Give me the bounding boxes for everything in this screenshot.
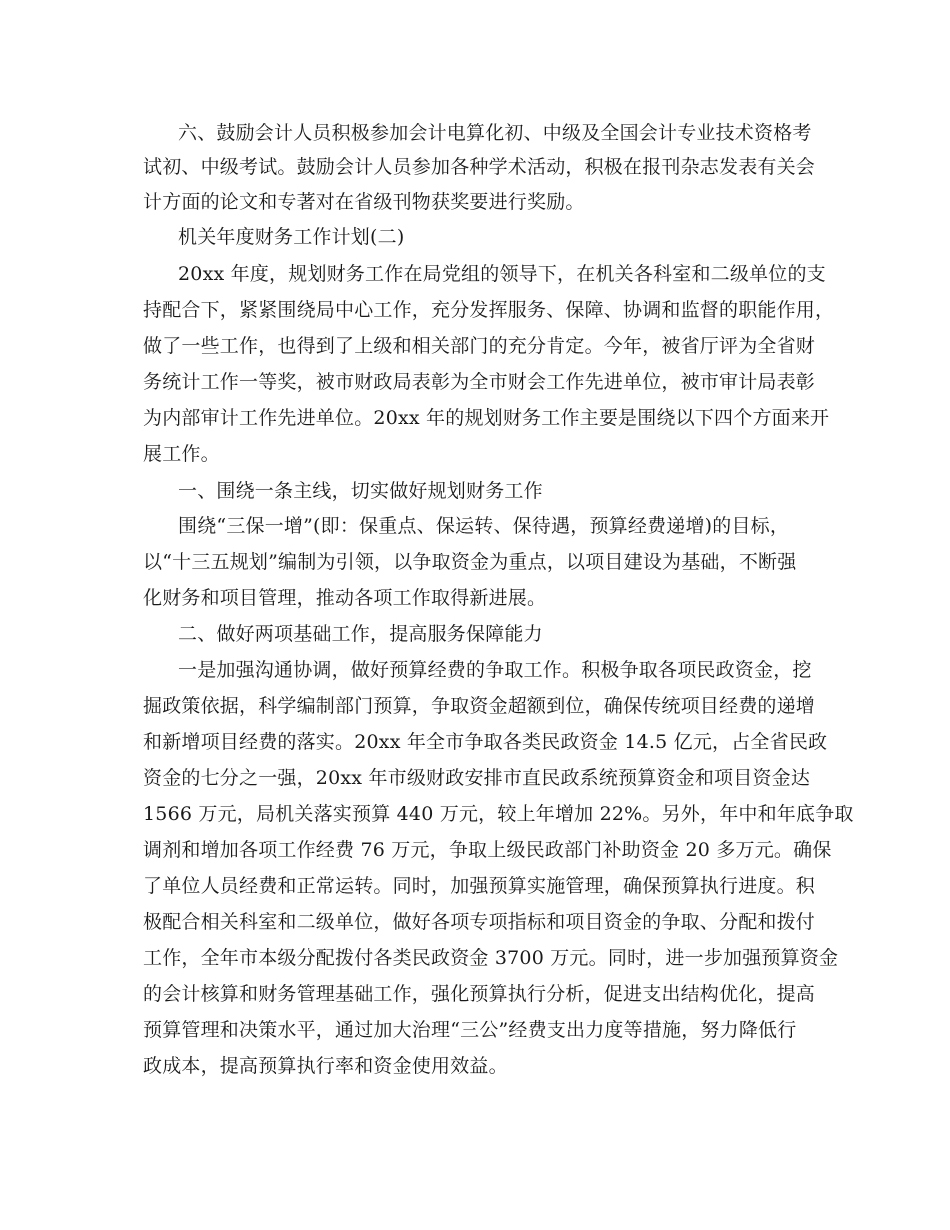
paragraph-2-line-4: 务统计工作一等奖，被市财政局表彰为全市财会工作先进单位，被市审计局表彰	[143, 371, 816, 393]
paragraph-2-line-5: 为内部审计工作先进单位。20xx 年的规划财务工作主要是围绕以下四个方面来开	[143, 407, 830, 429]
paragraph-1-line-3: 计方面的论文和专著对在省级刊物获奖要进行奖励。	[143, 191, 585, 213]
paragraph-3-line-3: 化财务和项目管理，推动各项工作取得新进展。	[143, 587, 547, 609]
paragraph-4-line-12: 政成本，提高预算执行率和资金使用效益。	[143, 1055, 508, 1077]
paragraph-1-line-1: 六、鼓励会计人员积极参加会计电算化初、中级及全国会计专业技术资格考	[178, 122, 812, 144]
paragraph-4-line-6: 调剂和增加各项工作经费 76 万元，争取上级民政部门补助资金 20 多万元。确保	[143, 839, 832, 861]
section-heading-plan-two: 机关年度财务工作计划(二)	[178, 226, 405, 248]
paragraph-4-line-7: 了单位人员经费和正常运转。同时，加强预算实施管理，确保预算执行进度。积	[143, 875, 816, 897]
paragraph-1-line-2: 试初、中级考试。鼓励会计人员参加各种学术活动，积极在报刊杂志发表有关会	[143, 156, 816, 178]
paragraph-4-line-5: 1566 万元，局机关落实预算 440 万元，较上年增加 22%。另外，年中和年底争取	[143, 803, 854, 825]
paragraph-2-line-6: 展工作。	[143, 443, 220, 465]
paragraph-2-line-2: 持配合下，紧紧围绕局中心工作，充分发挥服务、保障、协调和监督的职能作用，	[143, 299, 835, 321]
section-heading-one: 一、围绕一条主线，切实做好规划财务工作	[178, 480, 543, 502]
paragraph-4-line-11: 预算管理和决策水平，通过加大治理“三公”经费支出力度等措施，努力降低行	[143, 1019, 797, 1041]
paragraph-2-line-3: 做了一些工作，也得到了上级和相关部门的充分肯定。今年，被省厅评为全省财	[143, 335, 816, 357]
section-heading-two: 二、做好两项基础工作，提高服务保障能力	[178, 623, 543, 645]
paragraph-3-line-1: 围绕“三保一增”(即：保重点、保运转、保待遇，预算经费递增)的目标，	[178, 515, 790, 537]
paragraph-4-line-1: 一是加强沟通协调，做好预算经费的争取工作。积极争取各项民政资金，挖	[178, 659, 812, 681]
paragraph-2-line-1: 20xx 年度，规划财务工作在局党组的领导下，在机关各科室和二级单位的支	[178, 263, 826, 285]
paragraph-4-line-8: 极配合相关科室和二级单位，做好各项专项指标和项目资金的争取、分配和拨付	[143, 911, 816, 933]
paragraph-4-line-9: 工作，全年市本级分配拨付各类民政资金 3700 万元。同时，进一步加强预算资金	[143, 947, 839, 969]
paragraph-4-line-10: 的会计核算和财务管理基础工作，强化预算执行分析，促进支出结构优化，提高	[143, 983, 816, 1005]
paragraph-4-line-2: 掘政策依据，科学编制部门预算，争取资金超额到位，确保传统项目经费的递增	[143, 695, 816, 717]
paragraph-4-line-3: 和新增项目经费的落实。20xx 年全市争取各类民政资金 14.5 亿元，占全省民政	[143, 731, 828, 753]
paragraph-3-line-2: 以“十三五规划”编制为引领，以争取资金为重点，以项目建设为基础，不断强	[143, 551, 797, 573]
paragraph-4-line-4: 资金的七分之一强，20xx 年市级财政安排市直民政系统预算资金和项目资金达	[143, 767, 811, 789]
